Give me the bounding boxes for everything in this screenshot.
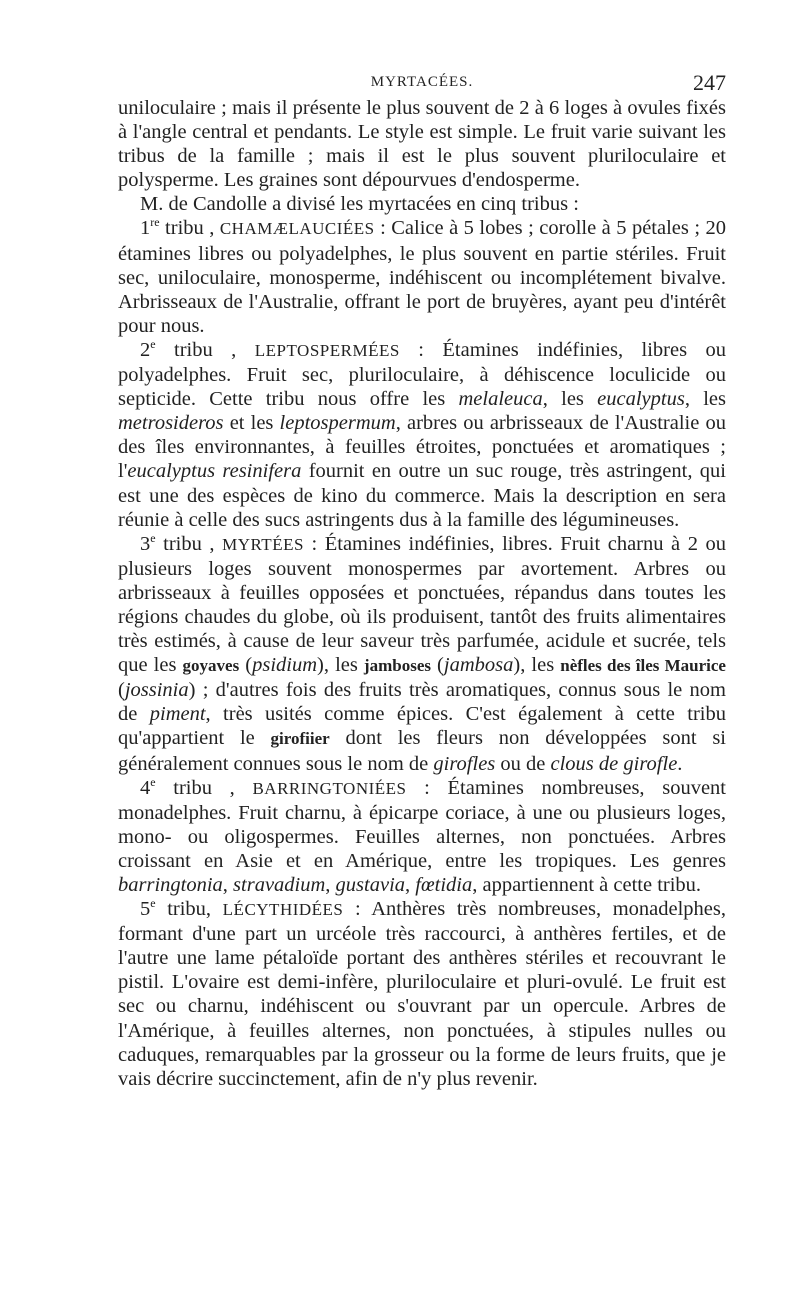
text-run: ), les [513,654,561,677]
tribe-5-name: LÉCYTHIDÉES [222,900,344,920]
text-run: ( [239,654,253,677]
term-clous-de-girofle: clous de girofle [550,752,678,775]
tribe-3-name: MYRTÉES [222,534,304,554]
text-run: ( [118,679,125,702]
tribe-2-number: 2 [140,338,151,361]
genus-jambosa: jambosa [443,654,514,677]
tribe-2-name: LEPTOSPERMÉES [254,340,400,360]
paragraph-candolle: M. de Candolle a divisé les myrtacées en cinq tribus : [140,193,579,216]
text-run: . [677,752,683,775]
text-run: , les [684,388,726,411]
genus-metrosideros: metrosideros [118,412,224,435]
text-run: , arbres ou arbrisseaux de l'Australie ou des îles environnantes, à feuilles étroites, ponctuées et aromatiques ; l' [118,412,726,483]
genus-stravadium: stravadium [233,874,326,896]
tribe-2-ordinal: e [150,337,156,352]
paragraph-tribe-1 [118,216,726,337]
text-run: , [325,874,336,896]
tribe-5-word: tribu, [155,898,223,921]
genus-eucalyptus: eucalyptus [597,388,685,411]
tribe-1-ordinal: re [150,215,160,230]
text-run: dont les fleurs non développées sont si généralement connues sous le nom de [118,727,727,775]
genus-gustavia: gustavia [335,874,406,896]
tribe-3-ordinal: e [150,530,156,545]
term-jamboses: jamboses [363,656,431,676]
tribe-1-word: tribu , [159,217,220,240]
tribe-1-text: : Calice à 5 lobes ; corolle à 5 pétales ; 20 étamines libres ou polyadelphes, le plus souvent en partie stériles. Fruit sec, uniloculaire, monosperme, indéhiscent ou incomplétement bivalve. Arbrisseaux de l'Australie, offrant le port de bruyères, ayant peu d'intérêt pour nous. [118,217,726,337]
page-header [118,70,726,96]
genus-melaleuca: melaleuca [458,388,543,411]
text-run: : Étamines indéfinies, libres. Fruit charnu à 2 ou plusieurs loges souvent monospermes par avortement. Arbres ou arbrisseaux à feuilles opposées et ponctuées, répandus dans toutes les régions chaudes du globe, où ils produisent, tantôt des fruits alimentaires très estimés, à cause de leur saveur très parfumée, acidule et sucrée, tels que les [118,532,727,677]
text-run: : Étamines indéfinies, libres ou polyadelphes. Fruit sec, pluriloculaire, à déhiscence loculicide ou septicide. Cette tribu nous offre les [118,338,726,411]
text-run: , appartiennent à cette tribu. [472,874,702,896]
genus-foetidia: fœtidia [415,874,473,896]
text-run: , [222,874,234,896]
body-text [118,96,726,1091]
paragraph-intro: uniloculaire ; mais il présente le plus souvent de 2 à 6 loges à ovules fixés à l'angle central et pendants. Le style est simple. Le fruit varie suivant les tribus de la famille ; mais il est le plus souvent pluriloculaire et polysperme. Les graines sont dépourvues d'endosperme. [118,97,726,192]
paragraph-tribe-5 [118,897,726,1091]
genus-barringtonia: barringtonia [118,874,223,896]
text-run: ) ; d'autres fois des fruits très aromatiques, connus sous le nom de [118,679,726,726]
text-run: : Étamines nombreuses, souvent monadelphes. Fruit charnu, à épicarpe coriace, à une ou plusieurs loges, mono- ou oligospermes. Feuilles alternes, non ponctuées. Arbres croissant en Asie et en Amérique, entre les tropiques. Les genres [118,776,726,872]
text-run: , les [542,388,598,411]
paragraph-tribe-3 [118,532,726,776]
tribe-5-ordinal: e [150,896,156,911]
text-run: , très usités comme épices. C'est également à cette tribu qu'appartient le [118,703,726,750]
text-run: et les [223,412,280,435]
genus-jossinia: jossinia [124,679,189,702]
tribe-3-word: tribu , [155,532,223,555]
genus-leptospermum: leptospermum [279,412,396,435]
page-number: 247 [693,70,726,95]
running-title: MYRTACÉES. [370,74,474,90]
tribe-4-word: tribu , [155,776,253,799]
species-eucalyptus-resinifera: eucalyptus resinifera [127,460,302,483]
text-run: fournit en outre un suc rouge, très astringent, qui est une des espèces de kino du commerce. Mais la description en sera réunie à celle des sucs astringents dus à la famille des légumineuses. [118,460,727,531]
term-nefles: nèfles des îles Maurice [560,656,726,676]
term-girofles: girofles [433,752,496,775]
tribe-5-number: 5 [140,898,151,921]
text-run: ( [430,654,444,677]
tribe-4-ordinal: e [150,774,156,789]
tribe-3-number: 3 [140,532,151,555]
text-run: ou de [495,752,551,775]
tribe-2-word: tribu , [155,338,255,361]
tribe-5-text: : Anthères très nombreuses, monadelphes, formant d'une part un urcéole très raccourci, à anthères fertiles, et de l'autre une lame pétaloïde portant des anthères stériles et recouvrant le pistil. L'ovaire est demi-infère, pluriloculaire et pluri-ovulé. Le fruit est sec ou charnu, indéhiscent ou s'ouvrant par un opercule. Arbres de l'Amérique, à feuilles alternes, non ponctuées, à stipules nulles ou caduques, remarquables par la grosseur ou la forme de leurs fruits, que je vais décrire succinctement, afin de n'y plus revenir. [118,898,726,1090]
text-run: ), les [317,654,364,677]
tribe-4-name: BARRINGTONIÉES [252,778,407,798]
genus-psidium: psidium [252,654,318,677]
term-goyaves: goyaves [182,656,240,676]
tribe-4-number: 4 [140,776,151,799]
tribe-1-name: CHAMÆLAUCIÉES [219,219,375,239]
term-giroflier: girofiier [270,729,330,749]
paragraph-tribe-2 [118,338,726,532]
term-piment: piment [149,703,206,726]
text-run: , [405,874,416,896]
paragraph-tribe-4 [118,776,726,897]
tribe-1-number: 1 [140,217,151,240]
